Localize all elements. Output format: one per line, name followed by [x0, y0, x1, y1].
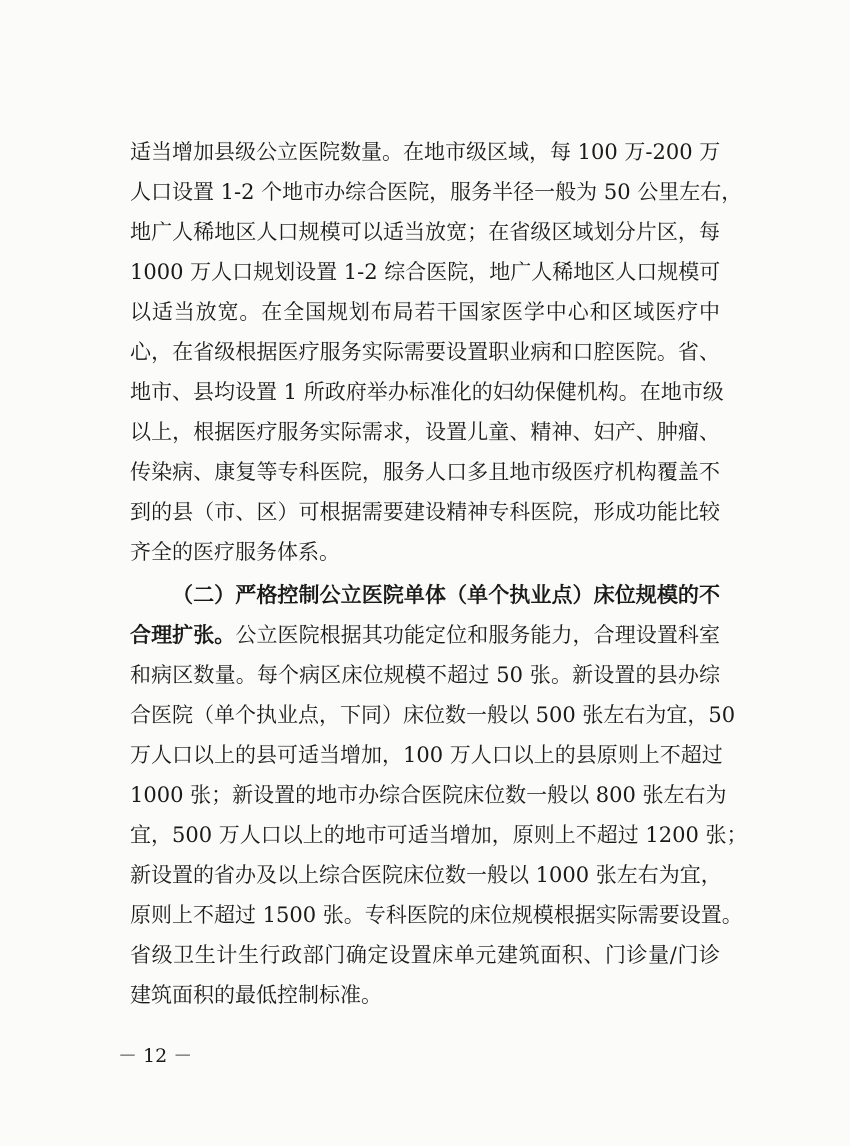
- body-line-7: 地市、县均设置 1 所政府举办标准化的妇幼保健机构。在地市级: [130, 380, 724, 404]
- body-line-10: 到的县（市、区）可根据需要建设精神专科医院，形成功能比较: [130, 500, 720, 524]
- section-line-1-text: 公立医院根据其功能定位和服务能力，合理设置科室: [235, 623, 721, 647]
- section-heading: （二）严格控制公立医院单体（单个执业点）床位规模的不: [172, 582, 720, 607]
- section-line-2: 和病区数量。每个病区床位规模不超过 50 张。新设置的县办综: [130, 663, 720, 687]
- section-line-10: 建筑面积的最低控制标准。: [130, 983, 382, 1007]
- section-heading-cont: 合理扩张。: [130, 622, 236, 647]
- body-line-4: 1000 万人口规划设置 1-2 综合医院，地广人稀地区人口规模可: [130, 260, 721, 284]
- body-line-8: 以上，根据医疗服务实际需求，设置儿童、精神、妇产、肿瘤、: [130, 420, 720, 444]
- section-line-1: [130, 615, 720, 655]
- section-line-3: 合医院（单个执业点，下同）床位数一般以 500 张左右为宜，50: [130, 703, 736, 727]
- section-line-5: 1000 张；新设置的地市办综合医院床位数一般以 800 张左右为: [130, 783, 727, 807]
- body-line-1: 适当增加县级公立医院数量。在地市级区域，每 100 万-200 万: [130, 140, 721, 164]
- body-line-2: 人口设置 1-2 个地市办综合医院，服务半径一般为 50 公里左右，: [130, 180, 743, 204]
- page-number: － 12 －: [118, 1045, 193, 1067]
- section-line-6: 宜，500 万人口以上的地市可适当增加，原则上不超过 1200 张；: [130, 823, 748, 847]
- section-line-4: 万人口以上的县可适当增加，100 万人口以上的县原则上不超过: [130, 743, 723, 767]
- body-line-11: 齐全的医疗服务体系。: [130, 540, 340, 564]
- section-line-8: 原则上不超过 1500 张。专科医院的床位规模根据实际需要设置。: [130, 903, 743, 927]
- body-line-9: 传染病、康复等专科医院，服务人口多且地市级医疗机构覆盖不: [130, 460, 720, 484]
- section-line-7: 新设置的省办及以上综合医院床位数一般以 1000 张左右为宜，: [130, 863, 722, 887]
- body-line-3: 地广人稀地区人口规模可以适当放宽；在省级区域划分片区，每: [130, 220, 720, 244]
- body-line-6: 心，在省级根据医疗服务实际需要设置职业病和口腔医院。省、: [130, 340, 720, 364]
- body-line-5: 以适当放宽。在全国规划布局若干国家医学中心和区域医疗中: [130, 300, 720, 324]
- section-line-9: 省级卫生计生行政部门确定设置床单元建筑面积、门诊量/门诊: [130, 943, 720, 967]
